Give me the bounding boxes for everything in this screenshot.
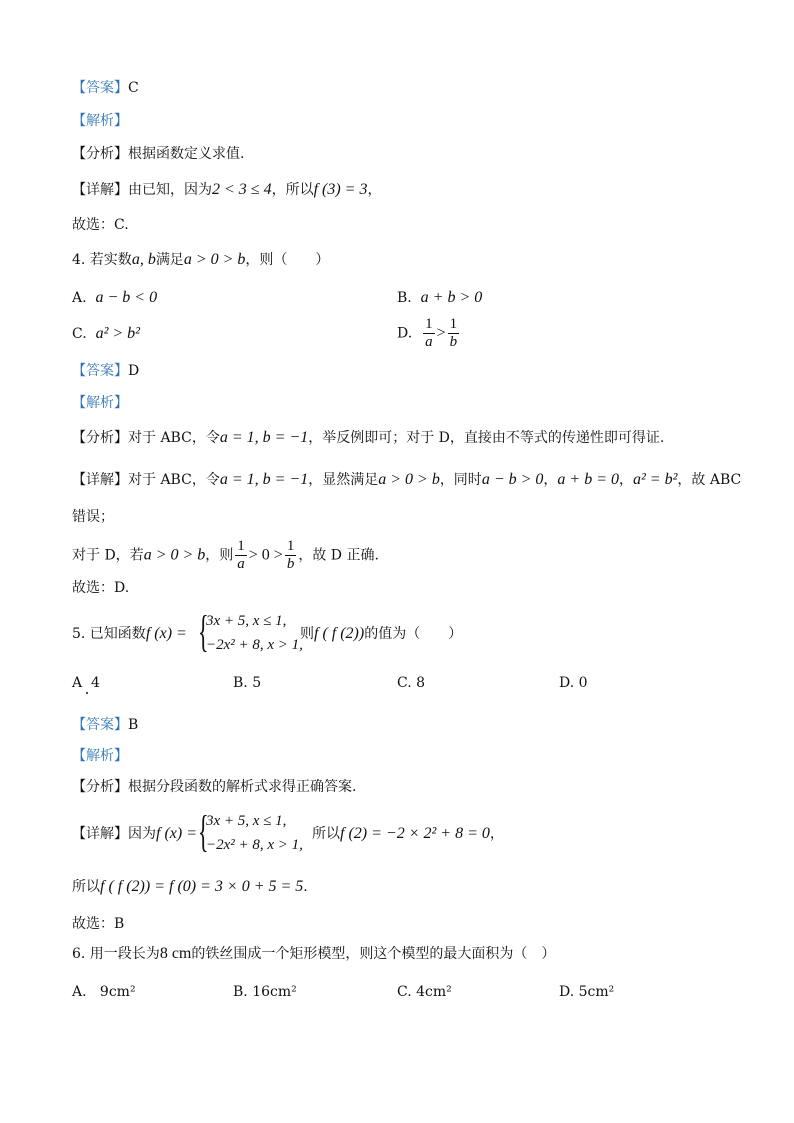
q5-answer: 【答案】B	[72, 717, 139, 733]
q4-option-b[interactable]: B. a + b > 0	[397, 289, 483, 306]
q6-option-d[interactable]: D. 5cm²	[559, 984, 615, 1000]
q4-option-d[interactable]: D. $\frac{1}{a}$ > $\frac{1}{b}$	[397, 316, 458, 350]
q4-detail: 【详解】对于 ABC，令a = 1, b = −1，显然满足a > 0 > b，同时a − b > 0，a + b = 0，a² = b²，故 ABC	[72, 471, 742, 488]
q5-option-d[interactable]: D. 0	[559, 675, 588, 691]
q4-detail-wrap: 错误；	[72, 509, 114, 525]
q5-option-a[interactable]: A 4	[72, 675, 100, 691]
q3-analysis-tag: 【解析】	[72, 113, 128, 129]
piecewise-row-1: 3x + 5, x ≤ 1,	[206, 813, 287, 829]
q6-stem: 6. 用一段长为8 cm的铁丝围成一个矩形模型，则这个模型的最大面积为（ ）	[72, 945, 556, 962]
q4-stem: 4. 若实数a, b满足a > 0 > b，则（ ）	[72, 251, 330, 268]
fraction: $\frac{1}{b}$	[286, 538, 295, 572]
answer-value: C	[128, 80, 139, 96]
fraction: $\frac{1}{a}$	[425, 316, 433, 350]
q5-fenxi: 【分析】根据分段函数的解析式求得正确答案.	[72, 779, 357, 795]
left-brace: {	[198, 807, 209, 856]
q4-fenxi: 【分析】对于 ABC，令a = 1, b = −1，举反例即可；对于 D，直接由不等式的传递性即可得证.	[72, 429, 665, 446]
q5-detail-prefix: 【详解】因为f (x) =	[72, 825, 197, 842]
q5-option-b[interactable]: B. 5	[233, 675, 262, 691]
q3-detail: 【详解】由已知，因为2 < 3 ≤ 4，所以f (3) = 3，	[72, 181, 382, 198]
piecewise-row-2: −2x² + 8, x > 1,	[206, 837, 303, 853]
fraction: $\frac{1}{a}$	[237, 538, 245, 572]
q6-option-c[interactable]: C. 4cm²	[397, 984, 452, 1000]
q3-conclusion: 故选：C.	[72, 217, 129, 233]
q4-detail-d: 对于 D，若a > 0 > b，则 $\frac{1}{a}$ > 0 > $\frac{1}{b}$ ，故 D 正确.	[72, 538, 379, 572]
q5-detail-2: 所以f ( f (2)) = f (0) = 3 × 0 + 5 = 5.	[72, 878, 308, 895]
fraction: $\frac{1}{b}$	[449, 316, 458, 350]
stray-dot	[86, 692, 88, 694]
q6-option-b[interactable]: B. 16cm²	[233, 984, 297, 1000]
q5-stem-prefix: 5. 已知函数f (x) =	[72, 625, 187, 642]
q3-fenxi: 【分析】根据函数定义求值.	[72, 146, 245, 162]
q4-analysis-tag: 【解析】	[72, 395, 128, 411]
q4-option-a[interactable]: A. a − b < 0	[72, 289, 158, 306]
q5-stem-suffix: 则f ( f (2))的值为（ ）	[300, 625, 463, 642]
q4-conclusion: 故选：D.	[72, 580, 130, 596]
q4-answer: 【答案】D	[72, 363, 140, 379]
q3-answer	[72, 78, 139, 98]
q5-detail-suffix: 所以f (2) = −2 × 2² + 8 = 0，	[312, 825, 504, 842]
piecewise-row-2: −2x² + 8, x > 1,	[206, 637, 303, 653]
q4-option-c[interactable]: C. a² > b²	[72, 325, 140, 342]
q6-option-a[interactable]: A. 9cm²	[72, 984, 136, 1000]
fenxi-tag: 【分析】	[72, 146, 128, 162]
q5-conclusion: 故选：B	[72, 916, 125, 932]
answer-tag: 【答案】	[72, 80, 128, 96]
q5-analysis-tag: 【解析】	[72, 748, 128, 764]
piecewise-row-1: 3x + 5, x ≤ 1,	[206, 613, 287, 629]
q5-option-c[interactable]: C. 8	[397, 675, 426, 691]
left-brace: {	[198, 607, 209, 656]
